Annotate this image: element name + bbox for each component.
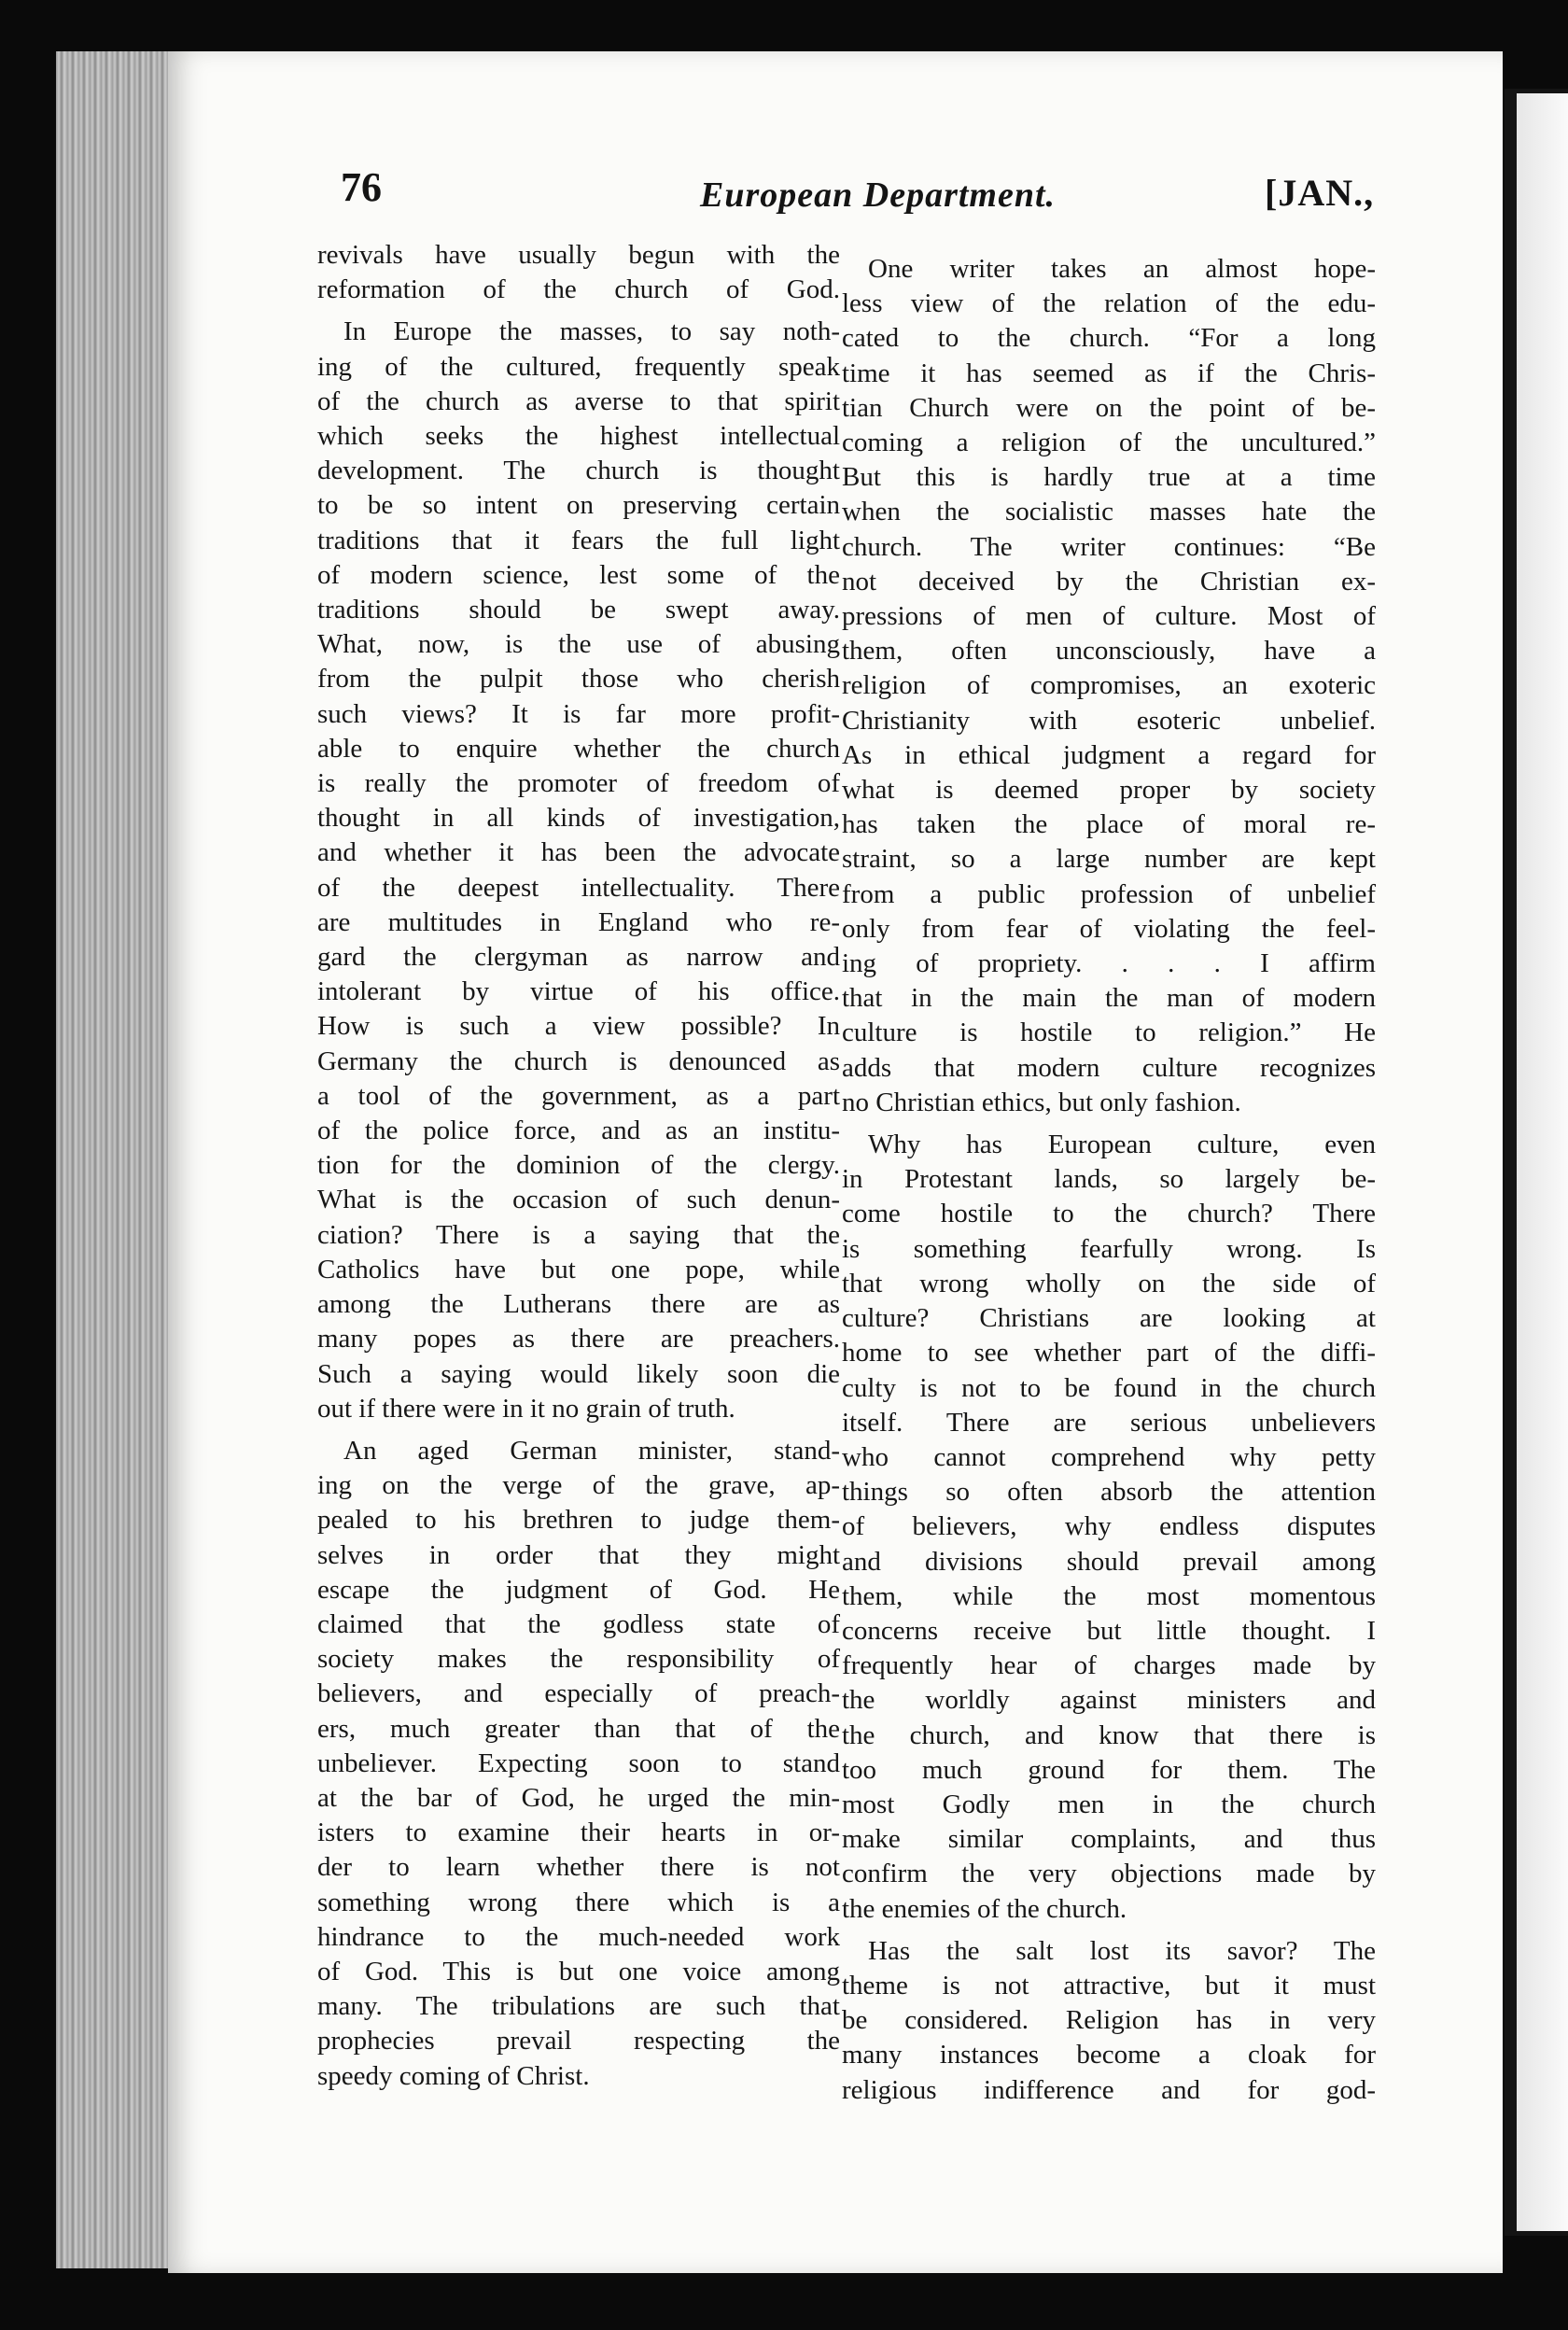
text-line: such views? It is far more profit-: [317, 698, 840, 729]
text-line: come hostile to the church? There: [842, 1199, 1376, 1229]
book-page-edges: [56, 51, 177, 2268]
text-line: culty is not to be found in the church: [842, 1372, 1376, 1403]
text-line: revivals have usually begun with the: [317, 240, 840, 270]
text-line: religious indifference and for god-: [842, 2074, 1376, 2105]
text-line: straint, so a large number are kept: [842, 844, 1376, 875]
text-line: An aged German minister, stand-: [343, 1435, 840, 1466]
text-line: der to learn whether there is not: [317, 1852, 840, 1883]
paragraph-gap: [317, 1426, 840, 1434]
text-line: pealed to his brethren to judge them-: [317, 1505, 840, 1536]
text-line: society makes the responsibility of: [317, 1644, 840, 1675]
text-line: only from fear of violating the feel-: [842, 913, 1376, 944]
text-line: What is the occasion of such denun-: [317, 1185, 840, 1215]
text-line: Germany the church is denounced as: [317, 1046, 840, 1076]
text-line: has taken the place of moral re-: [842, 809, 1376, 840]
text-line: be considered. Religion has in very: [842, 2005, 1376, 2036]
facing-page-edge: [1517, 93, 1568, 2231]
text-line: among the Lutherans there are as: [317, 1289, 840, 1320]
text-line: are multitudes in England who re-: [317, 906, 840, 937]
text-line: most Godly men in the church: [842, 1789, 1376, 1819]
section-title: European Department.: [700, 175, 1057, 215]
text-line: traditions that it fears the full light: [317, 525, 840, 555]
text-line: of the church as averse to that spirit: [317, 386, 840, 416]
text-line: claimed that the godless state of: [317, 1608, 840, 1639]
text-line: speedy coming of Christ.: [317, 2060, 590, 2091]
text-line: intolerant by virtue of his office.: [317, 976, 840, 1007]
text-line: and divisions should prevail among: [842, 1546, 1376, 1577]
text-line: able to enquire whether the church: [317, 733, 840, 764]
running-head: [341, 163, 1381, 219]
text-line: church. The writer continues: “Be: [842, 531, 1376, 562]
paragraph: [842, 252, 1376, 1120]
text-line: at the bar of God, he urged the min-: [317, 1782, 840, 1813]
text-line: reformation of the church of God.: [317, 274, 840, 305]
paragraph: [317, 315, 840, 1426]
text-line: and whether it has been the advocate: [317, 837, 840, 868]
text-line: of believers, why endless disputes: [842, 1511, 1376, 1542]
text-line: selves in order that they might: [317, 1539, 840, 1570]
text-line: ing of propriety. . . . I affirm: [842, 948, 1376, 979]
text-line: in Protestant lands, so largely be-: [842, 1164, 1376, 1195]
text-line: many popes as there are preachers.: [317, 1324, 840, 1354]
page-number: 76: [341, 164, 382, 210]
paragraph: [317, 1434, 840, 2094]
text-line: concerns receive but little thought. I: [842, 1615, 1376, 1646]
text-line: culture? Christians are looking at: [842, 1303, 1376, 1334]
text-line: Christianity with esoteric unbelief.: [842, 705, 1376, 736]
text-line: many instances become a cloak for: [842, 2040, 1376, 2070]
text-line: less view of the relation of the edu-: [842, 288, 1376, 319]
text-line: a tool of the government, as a part: [317, 1080, 840, 1111]
issue-month: [JAN.,: [1265, 172, 1375, 214]
paragraph: [842, 1128, 1376, 1927]
text-line: ing on the verge of the grave, ap-: [317, 1470, 840, 1501]
paragraph-gap: [842, 1927, 1376, 1934]
text-line: not deceived by the Christian ex-: [842, 566, 1376, 597]
text-line: cated to the church. “For a long: [842, 323, 1376, 354]
text-line: thought in all kinds of investigation,: [317, 803, 840, 834]
text-line: unbeliever. Expecting soon to stand: [317, 1748, 840, 1778]
text-line: What, now, is the use of abusing: [317, 629, 840, 660]
text-line: ing of the cultured, frequently speak: [317, 351, 840, 382]
text-line: Why has European culture, even: [868, 1130, 1376, 1160]
text-line: believers, and especially of preach-: [317, 1678, 840, 1709]
text-line: too much ground for them. The: [842, 1754, 1376, 1785]
paragraph-gap: [842, 1120, 1376, 1128]
text-line: frequently hear of charges made by: [842, 1650, 1376, 1681]
text-line: that in the main the man of modern: [842, 983, 1376, 1014]
text-line: to be so intent on preserving certain: [317, 490, 840, 521]
text-line: things so often absorb the attention: [842, 1477, 1376, 1508]
text-line: of modern science, lest some of the: [317, 559, 840, 590]
text-line: theme is not attractive, but it must: [842, 1970, 1376, 2000]
text-line: time it has seemed as if the Chris-: [842, 358, 1376, 388]
text-line: adds that modern culture recognizes: [842, 1052, 1376, 1083]
text-line: pressions of men of culture. Most of: [842, 601, 1376, 632]
left-column: [317, 238, 840, 2094]
text-line: religion of compromises, an exoteric: [842, 670, 1376, 701]
text-line: many. The tribulations are such that: [317, 1991, 840, 2022]
text-line: Such a saying would likely soon die: [317, 1358, 840, 1389]
text-line: the enemies of the church.: [842, 1893, 1127, 1924]
text-line: One writer takes an almost hope-: [868, 254, 1376, 284]
text-line: no Christian ethics, but only fashion.: [842, 1087, 1241, 1117]
text-line: of God. This is but one voice among: [317, 1956, 840, 1986]
text-line: make similar complaints, and thus: [842, 1824, 1376, 1855]
text-line: what is deemed proper by society: [842, 775, 1376, 806]
right-column: [842, 252, 1376, 2108]
text-line: As in ethical judgment a regard for: [842, 739, 1376, 770]
text-line: of the police force, and as an institu-: [317, 1116, 840, 1146]
paragraph-gap: [317, 307, 840, 315]
text-line: gard the clergyman as narrow and: [317, 942, 840, 973]
text-line: ers, much greater than that of the: [317, 1713, 840, 1744]
text-line: out if there were in it no grain of truth.: [317, 1393, 735, 1424]
text-line: prophecies prevail respecting the: [317, 2026, 840, 2056]
text-line: traditions should be swept away.: [317, 595, 840, 625]
text-line: isters to examine their hearts in or-: [317, 1818, 840, 1848]
text-line: something wrong there which is a: [317, 1887, 840, 1917]
text-line: hindrance to the much-needed work: [317, 1921, 840, 1952]
text-line: from a public profession of unbelief: [842, 878, 1376, 909]
text-line: development. The church is thought: [317, 456, 840, 486]
text-line: that wrong wholly on the side of: [842, 1268, 1376, 1298]
text-line: culture is hostile to religion.” He: [842, 1018, 1376, 1048]
text-line: tian Church were on the point of be-: [842, 392, 1376, 423]
text-line: them, while the most momentous: [842, 1580, 1376, 1611]
text-line: coming a religion of the uncultured.”: [842, 428, 1376, 458]
text-line: from the pulpit those who cherish: [317, 664, 840, 695]
text-line: escape the judgment of God. He: [317, 1574, 840, 1605]
text-line: Catholics have but one pope, while: [317, 1254, 840, 1284]
text-line: when the socialistic masses hate the: [842, 497, 1376, 527]
text-line: tion for the dominion of the clergy.: [317, 1150, 840, 1181]
text-line: home to see whether part of the diffi-: [842, 1338, 1376, 1369]
text-line: them, often unconsciously, have a: [842, 636, 1376, 667]
text-line: of the deepest intellectuality. There: [317, 872, 840, 903]
text-line: Has the salt lost its savor? The: [868, 1935, 1376, 1966]
text-line: How is such a view possible? In: [317, 1011, 840, 1042]
text-line: is really the promoter of freedom of: [317, 768, 840, 799]
text-line: the church, and know that there is: [842, 1719, 1376, 1750]
text-line: ciation? There is a saying that the: [317, 1219, 840, 1250]
text-line: itself. There are serious unbelievers: [842, 1407, 1376, 1438]
paragraph: [842, 1934, 1376, 2108]
text-line: In Europe the masses, to say noth-: [343, 316, 840, 347]
text-line: But this is hardly true at a time: [842, 462, 1376, 493]
text-line: confirm the very objections made by: [842, 1859, 1376, 1889]
text-line: is something fearfully wrong. Is: [842, 1233, 1376, 1264]
text-line: the worldly against ministers and: [842, 1685, 1376, 1716]
text-line: which seeks the highest intellectual: [317, 421, 840, 452]
paragraph: [317, 238, 840, 307]
text-line: who cannot comprehend why petty: [842, 1441, 1376, 1472]
